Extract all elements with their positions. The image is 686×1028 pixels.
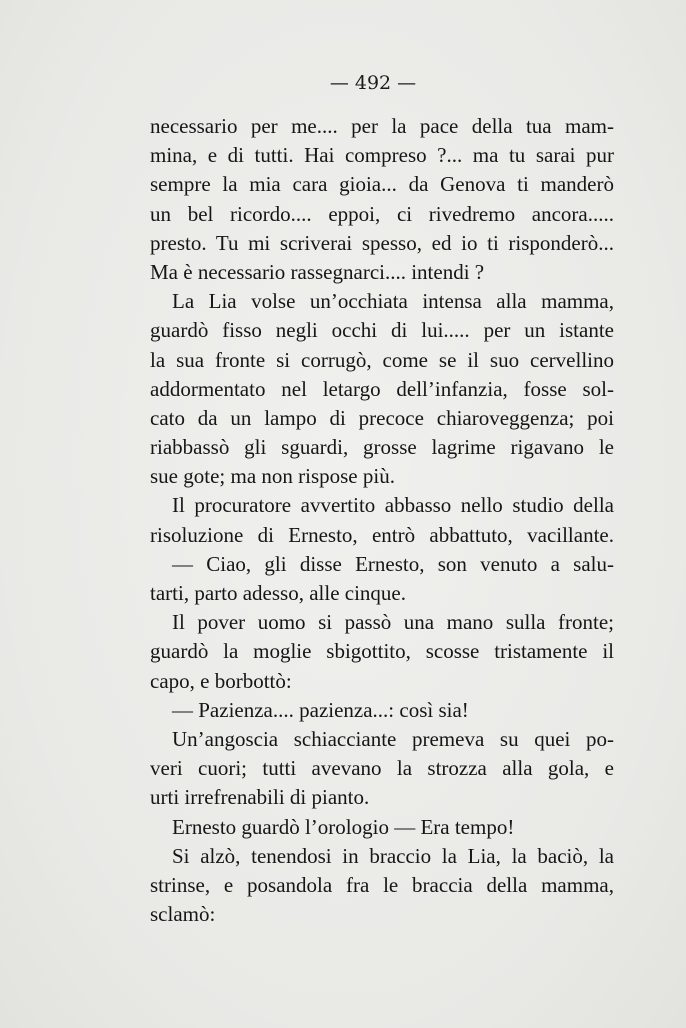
body-text	[150, 112, 614, 929]
text-line: Ma è necessario rassegnarci.... intendi ?	[150, 259, 485, 284]
text-line: guardò fisso negli occhi di lui..... per un istante	[150, 318, 614, 343]
text-line: riabbassò gli sguardi, grosse lagrime rigavano le	[150, 435, 614, 460]
text-line: guardò la moglie sbigottito, scosse tristamente il	[150, 639, 614, 664]
text-line: capo, e borbottò:	[150, 668, 292, 693]
text-line: urti irrefrenabili di pianto.	[150, 785, 370, 810]
text-line: un bel ricordo.... eppoi, ci rivedremo ancora.....	[150, 201, 614, 226]
text-line: necessario per me.... per la pace della tua mam-	[150, 114, 614, 138]
text-line: risoluzione di Ernesto, entrò abbattuto, vacillante.	[150, 522, 614, 547]
text-line: sclamò:	[150, 902, 216, 927]
text-line: Un’angoscia schiacciante premeva su quei po-	[172, 726, 614, 751]
text-line: mina, e di tutti. Hai compreso ?... ma tu sarai pur	[150, 143, 614, 168]
text-line: Il procuratore avvertito abbasso nello studio della	[172, 493, 614, 518]
text-line: — Pazienza.... pazienza...: così sia!	[172, 697, 469, 722]
text-line: — Ciao, gli disse Ernesto, son venuto a salu-	[172, 551, 614, 576]
text-line: sue gote; ma non rispose più.	[150, 464, 395, 489]
page-number: — 492 —	[329, 72, 417, 94]
text-line: Ernesto guardò l’orologio — Era tempo!	[172, 814, 515, 839]
text-line: Il pover uomo si passò una mano sulla fronte;	[172, 610, 614, 635]
text-line: sempre la mia cara gioia... da Genova ti manderò	[150, 172, 614, 197]
text-line: la sua fronte si corrugò, come se il suo cervellino	[150, 347, 614, 372]
text-line: veri cuori; tutti avevano la strozza alla gola, e	[150, 756, 614, 781]
text-line: strinse, e posandola fra le braccia della mamma,	[150, 872, 614, 897]
text-line: La Lia volse un’occhiata intensa alla mamma,	[172, 289, 614, 314]
text-line: addormentato nel letargo dell’infanzia, fosse sol-	[150, 376, 614, 401]
text-line: cato da un lampo di precoce chiaroveggenza; poi	[150, 405, 614, 430]
text-line: Si alzò, tenendosi in braccio la Lia, la baciò, la	[172, 843, 614, 868]
text-line: presto. Tu mi scriverai spesso, ed io ti risponderò...	[150, 230, 614, 255]
text-line: tarti, parto adesso, alle cinque.	[150, 581, 406, 605]
